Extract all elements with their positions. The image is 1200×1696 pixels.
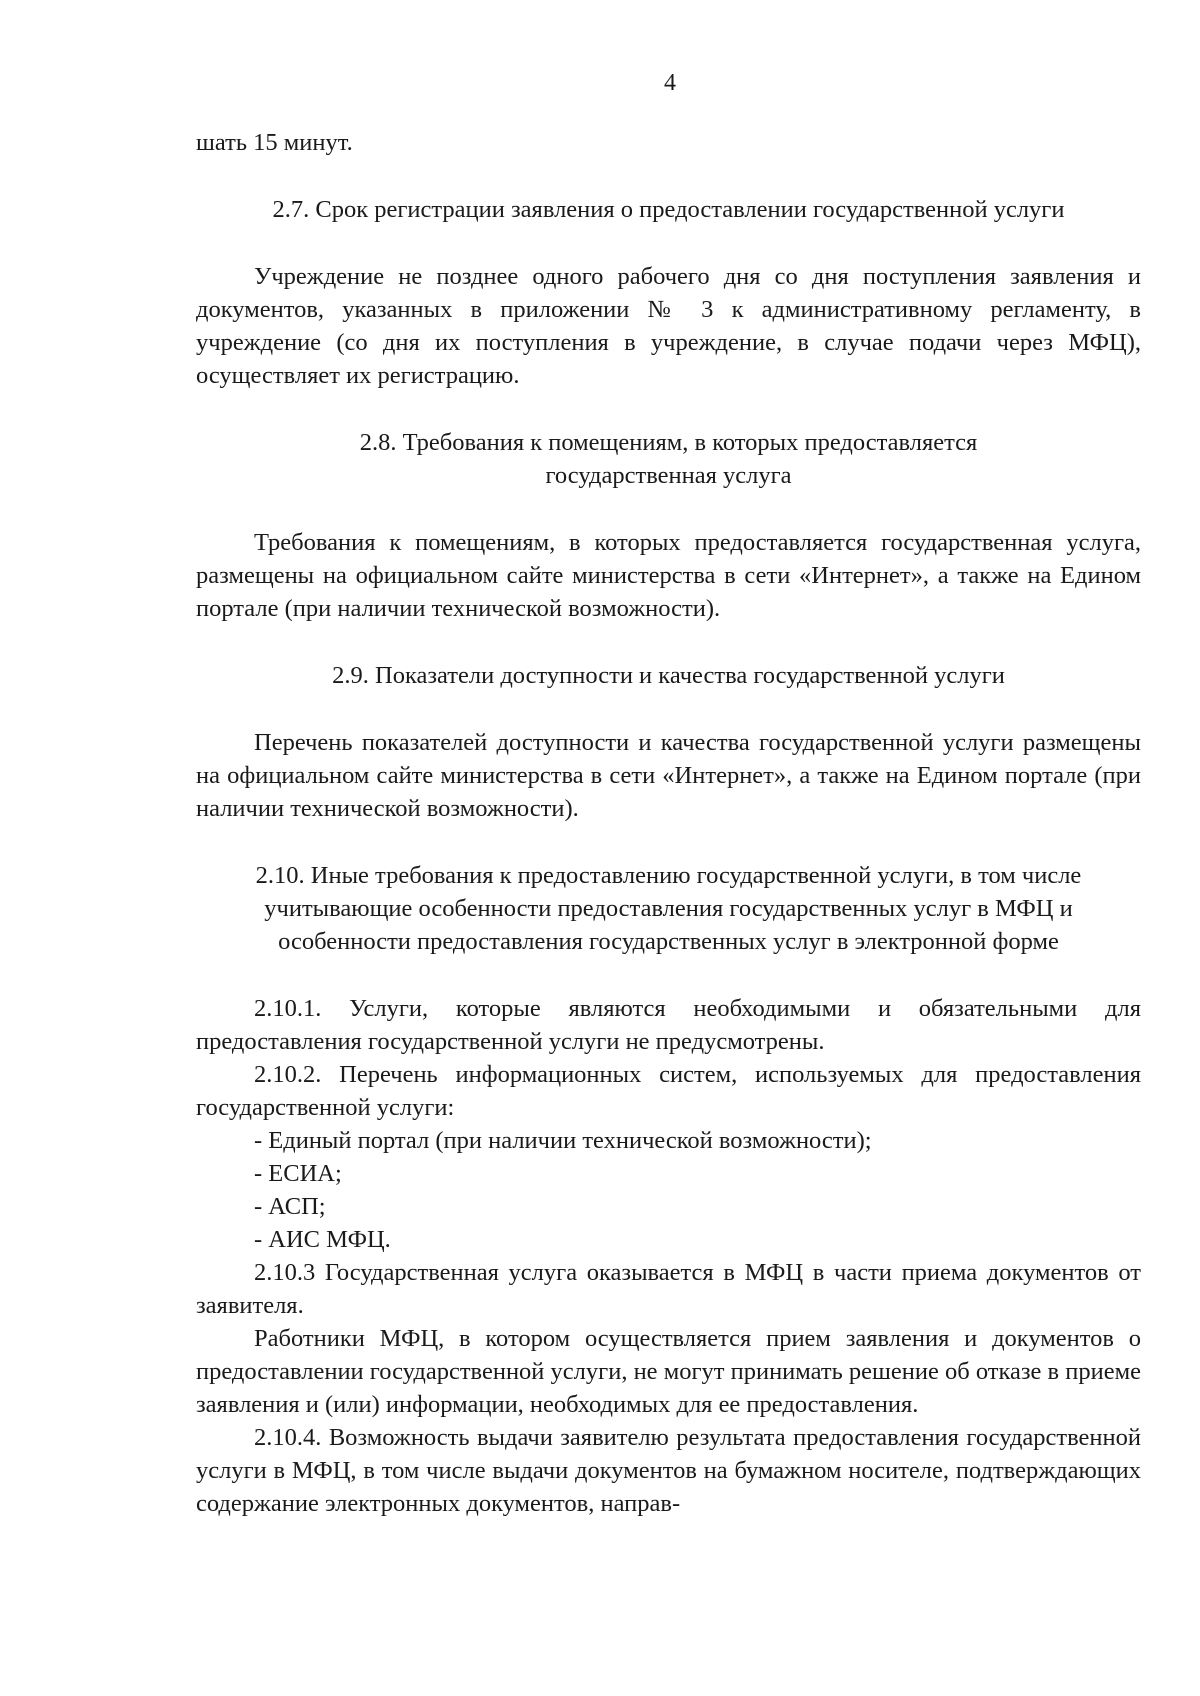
paragraph-2-8: Требования к помещениям, в которых предоставляется государственная услуга, размещены на официальном сайте министерства в сети «Интернет», а также на Едином портале (при наличии технической возможности).: [196, 529, 1141, 622]
list-item: - ЕСИА;: [254, 1160, 342, 1187]
continuation-paragraph: шать 15 минут.: [196, 129, 353, 156]
paragraph-2-7: Учреждение не позднее одного рабочего дня со дня поступления заявления и документов, указанных в приложении № 3 к административному регламенту, в учреждение (со дня их поступления в учреждение, в случае подачи через МФЦ), осуществляет их регистрацию.: [196, 263, 1141, 389]
section-heading-2-7: 2.7. Срок регистрации заявления о предоставлении государственной услуги: [272, 196, 1065, 223]
list-item: - АИС МФЦ.: [254, 1226, 391, 1253]
list-item: - Единый портал (при наличии технической возможности);: [254, 1127, 872, 1154]
section-heading-2-8-line1: 2.8. Требования к помещениям, в которых предоставляется: [359, 429, 978, 456]
page-number: 4: [664, 70, 676, 96]
paragraph-2-10-3: 2.10.3 Государственная услуга оказывается в МФЦ в части приема документов от заявителя.: [196, 1259, 1141, 1319]
information-systems-list: [196, 1124, 1141, 1256]
section-heading-2-8-line2: государственная услуга: [545, 462, 792, 489]
section-heading-2-9: 2.9. Показатели доступности и качества государственной услуги: [332, 662, 1005, 689]
paragraph-2-10-1: 2.10.1. Услуги, которые являются необходимыми и обязательными для предоставления государственной услуги не предусмотрены.: [196, 995, 1141, 1055]
document-body: [196, 126, 1141, 1520]
section-heading-2-8: [196, 426, 1141, 492]
paragraph-2-10-4: 2.10.4. Возможность выдачи заявителю результата предоставления государственной услуги в МФЦ, в том числе выдачи документов на бумажном носителе, подтверждающих содержание электронных документов, направ-: [196, 1424, 1141, 1517]
paragraph-2-10-2: 2.10.2. Перечень информационных систем, используемых для предоставления государственной услуги:: [196, 1061, 1141, 1121]
section-heading-2-10: 2.10. Иные требования к предоставлению государственной услуги, в том числе учитывающие особенности предоставления государственных услуг в МФЦ и особенности предоставления государственных услуг в электронной форме: [255, 862, 1082, 955]
paragraph-2-10-3-workers: Работники МФЦ, в котором осуществляется прием заявления и документов о предоставлении государственной услуги, не могут принимать решение об отказе в приеме заявления и (или) информации, необходимых для ее предоставления.: [196, 1325, 1141, 1418]
list-item: - АСП;: [254, 1193, 326, 1220]
paragraph-2-9: Перечень показателей доступности и качества государственной услуги размещены на официальном сайте министерства в сети «Интернет», а также на Едином портале (при наличии технической возможности).: [196, 729, 1141, 822]
